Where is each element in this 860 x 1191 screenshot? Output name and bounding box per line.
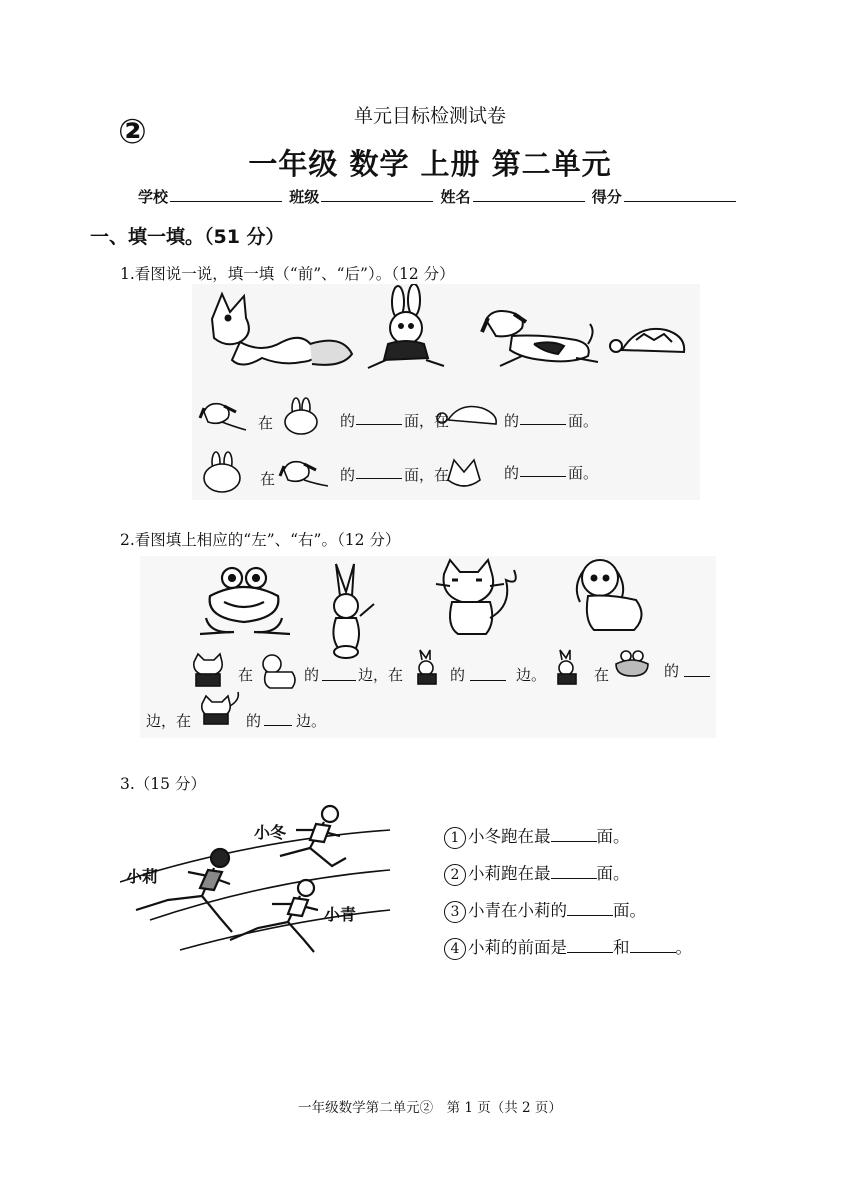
q1-line1-de2: 的 bbox=[504, 412, 520, 430]
item-number: 3 bbox=[444, 901, 466, 923]
exam-title: 一年级 数学 上册 第二单元 bbox=[248, 147, 612, 181]
school-label: 学校 bbox=[138, 188, 169, 206]
q2-line1-bian1: 边，在 bbox=[358, 666, 404, 684]
q2-blank-3[interactable] bbox=[684, 676, 710, 677]
item-number: 1 bbox=[444, 827, 466, 849]
student-info-row bbox=[138, 186, 738, 207]
q2-line1-zai1: 在 bbox=[238, 666, 254, 684]
runner-xiaoqing-figure bbox=[230, 880, 318, 952]
item-number: 2 bbox=[444, 864, 466, 886]
q3-blank-2[interactable] bbox=[551, 862, 597, 879]
item-text-after: 面。 bbox=[596, 864, 630, 883]
q1-line2-zai: 在 bbox=[260, 470, 276, 488]
class-label: 班级 bbox=[289, 188, 320, 206]
item-number: 4 bbox=[444, 938, 466, 960]
item-text-before: 小冬跑在最 bbox=[468, 827, 551, 846]
runner-label-xiaodong: 小冬 bbox=[254, 823, 287, 842]
q1-line1-mian1: 面，在 bbox=[404, 412, 450, 430]
q3-item-3 bbox=[444, 897, 646, 923]
q2-animals-illustration bbox=[140, 556, 716, 738]
item-text-after: 。 bbox=[675, 938, 692, 957]
q2-line1-zai2: 在 bbox=[594, 666, 610, 684]
q2-blank-1[interactable] bbox=[322, 680, 356, 681]
q3-item-2 bbox=[444, 860, 630, 886]
q2-line1-de2: 的 bbox=[450, 666, 466, 684]
runner-label-xiaoli: 小莉 bbox=[126, 867, 159, 886]
q3-item-1 bbox=[444, 823, 630, 849]
q2-line1-de1: 的 bbox=[304, 666, 320, 684]
version-mark: ② bbox=[118, 112, 147, 152]
q1-blank-4[interactable] bbox=[520, 476, 566, 477]
q1-line1-zai: 在 bbox=[258, 414, 274, 432]
q2-blank-4[interactable] bbox=[264, 725, 292, 726]
class-blank[interactable] bbox=[321, 187, 433, 202]
q2-line1-bian2: 边。 bbox=[516, 666, 547, 684]
q1-line1-de1: 的 bbox=[340, 412, 356, 430]
item-text-after: 面。 bbox=[613, 901, 646, 920]
q2-line2-bian2: 边。 bbox=[296, 712, 327, 730]
q1-blank-1[interactable] bbox=[356, 424, 402, 425]
item-text-middle: 和 bbox=[613, 938, 630, 957]
q1-line2-de1: 的 bbox=[340, 466, 356, 484]
name-label: 姓名 bbox=[440, 188, 471, 206]
question-1-prompt: 1.看图说一说，填一填（“前”、“后”）。（12 分） bbox=[120, 265, 455, 283]
question-2-prompt: 2.看图填上相应的“左”、“右”。（12 分） bbox=[120, 531, 401, 549]
q1-blank-2[interactable] bbox=[520, 424, 566, 425]
q3-blank-3[interactable] bbox=[567, 899, 613, 916]
item-text-before: 小青在小莉的 bbox=[468, 901, 567, 920]
name-blank[interactable] bbox=[473, 187, 585, 202]
runner-xiaodong-figure bbox=[280, 806, 346, 866]
q1-line2-mian1: 面，在 bbox=[404, 466, 450, 484]
item-text-before: 小莉的前面是 bbox=[468, 938, 567, 957]
runner-label-xiaoqing: 小青 bbox=[324, 905, 357, 924]
q3-blank-4[interactable] bbox=[567, 936, 613, 953]
q2-line1-de3: 的 bbox=[664, 662, 680, 680]
q1-line1-mian2: 面。 bbox=[568, 412, 599, 430]
item-text-before: 小莉跑在最 bbox=[468, 864, 551, 883]
q2-blank-2[interactable] bbox=[470, 680, 506, 681]
q2-line2-de1: 的 bbox=[246, 712, 262, 730]
q3-blank-1[interactable] bbox=[551, 825, 597, 842]
school-blank[interactable] bbox=[170, 187, 282, 202]
q2-line2-bian1: 边，在 bbox=[146, 712, 192, 730]
track-line bbox=[180, 910, 390, 950]
score-blank[interactable] bbox=[624, 187, 736, 202]
section-heading: 一、填一填。（51 分） bbox=[90, 226, 285, 248]
exam-subtitle: 单元目标检测试卷 bbox=[353, 105, 506, 127]
score-label: 得分 bbox=[591, 188, 622, 206]
item-text-after: 面。 bbox=[596, 827, 630, 846]
page-footer: 一年级数学第二单元② 第 1 页（共 2 页） bbox=[298, 1100, 562, 1116]
q3-item-4 bbox=[444, 934, 692, 960]
q1-line2-mian2: 面。 bbox=[568, 464, 599, 482]
question-3-prompt: 3.（15 分） bbox=[120, 775, 206, 793]
q1-blank-3[interactable] bbox=[356, 478, 402, 479]
q1-line2-de2: 的 bbox=[504, 464, 520, 482]
q3-blank-5[interactable] bbox=[630, 936, 676, 953]
